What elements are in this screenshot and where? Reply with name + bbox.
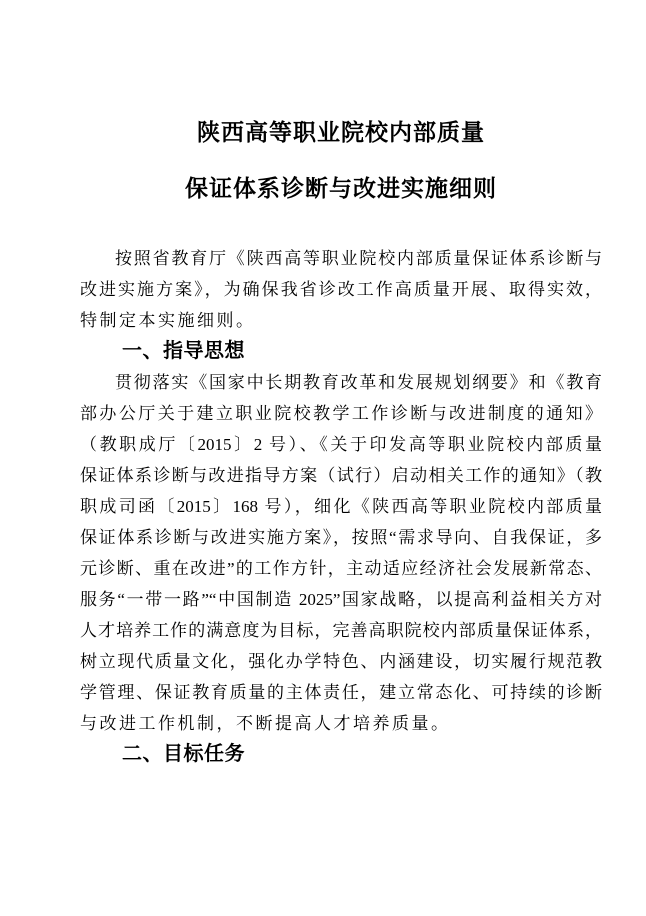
text-line: 部办公厅关于建立职业院校教学工作诊断与改进制度的通知》 [80, 404, 602, 423]
text-line: （教职成厅〔2015〕2 号）、《关于印发高等职业院校内部质量 [80, 435, 602, 454]
text-line: 保证体系诊断与改进指导方案（试行）启动相关工作的通知》（教 [80, 466, 602, 485]
text-line: 人才培养工作的满意度为目标，完善高职院校内部质量保证体系， [80, 621, 602, 640]
text-line: 特制定本实施细则。 [80, 311, 256, 330]
paragraph [80, 367, 602, 739]
text-line: 贯彻落实《国家中长期教育改革和发展规划纲要》和《教育 [115, 373, 602, 392]
text-line: 职成司函〔2015〕168 号），细化《陕西高等职业院校内部质量 [80, 497, 602, 516]
text-line: 改进实施方案》，为确保我省诊改工作高质量开展、取得实效， [80, 280, 602, 299]
text-line: 树立现代质量文化，强化办学特色、内涵建设，切实履行规范教 [80, 652, 602, 671]
section-heading: 一、指导思想 [122, 340, 245, 362]
document-content [80, 104, 602, 770]
paragraph [80, 243, 602, 336]
text-line: 与改进工作机制，不断提高人才培养质量。 [80, 714, 451, 733]
document-title-line-1: 陕西高等职业院校内部质量 [197, 119, 485, 145]
text-line: 按照省教育厅《陕西高等职业院校内部质量保证体系诊断与 [115, 249, 602, 268]
text-line: 元诊断、重在改进”的工作方针，主动适应经济社会发展新常态、 [80, 559, 602, 578]
section-heading: 二、目标任务 [122, 743, 245, 765]
document-title-line-2: 保证体系诊断与改进实施细则 [185, 175, 497, 201]
text-line: 服务“一带一路”“中国制造 2025”国家战略，以提高利益相关方对 [80, 590, 602, 609]
text-line: 保证体系诊断与改进实施方案》，按照“需求导向、自我保证，多 [80, 528, 602, 547]
document-title [80, 104, 602, 216]
text-line: 学管理、保证教育质量的主体责任，建立常态化、可持续的诊断 [80, 683, 602, 702]
document-body [80, 243, 602, 770]
